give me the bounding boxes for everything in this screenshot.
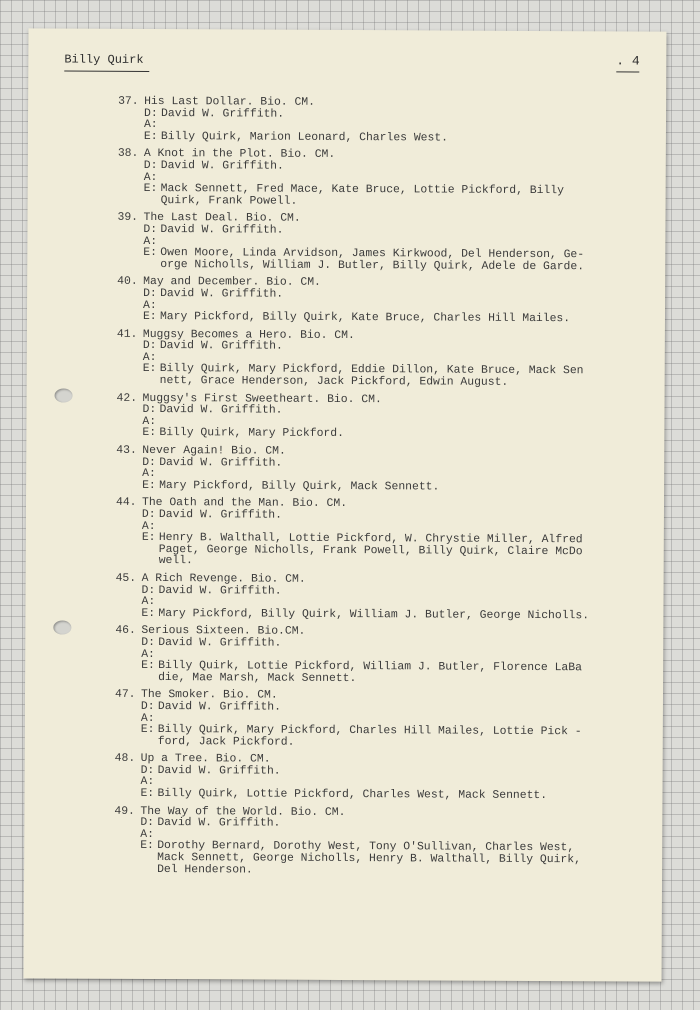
author-tag: A:: [143, 171, 158, 184]
cast-text: orge Nicholls, William J. Butler, Billy Quirk, Adele de Garde.: [160, 258, 585, 273]
cast-line: [114, 789, 654, 803]
director-tag: D:: [141, 508, 156, 522]
director-tag: D:: [140, 700, 155, 713]
cast-text: Billy Quirk, Mary Pickford, Eddie Dillon, Kate Bruce, Mack Sen: [159, 363, 584, 378]
cast-tag: E:: [140, 724, 155, 737]
author-tag: A:: [140, 776, 155, 789]
cast-tag: E:: [140, 840, 154, 853]
author-tag: A:: [140, 712, 155, 725]
header-name: Billy Quirk: [64, 53, 149, 72]
author-tag: A:: [143, 235, 158, 248]
cast-text: ford, Jack Pickford.: [157, 735, 295, 749]
cast-tag: E:: [141, 532, 156, 545]
director-tag: D:: [142, 340, 157, 353]
cast-text: Billy Quirk, Lottie Pickford, William J. Butler, Florence LaBa: [158, 660, 582, 675]
director-name: David W. Griffith.: [160, 159, 284, 173]
entry-title: Never Again! Bio. CM.: [142, 444, 286, 458]
entry-title: The Way of the World. Bio. CM.: [140, 805, 346, 819]
filmography-list: [114, 97, 658, 885]
cast-text: die, Mae Marsh, Mack Sennett.: [158, 671, 357, 685]
cast-line: [116, 556, 656, 570]
cast-tag: E:: [142, 363, 157, 376]
entry-number: 45.: [115, 572, 137, 585]
cast-text: Mack Sennett, George Nicholls, Henry B. Walthall, Billy Quirk,: [157, 852, 581, 867]
author-tag: A:: [140, 828, 154, 841]
punch-hole: [55, 388, 73, 402]
director-tag: D:: [143, 159, 158, 172]
cast-text: Paget, George Nicholls, Frank Powell, Billy Quirk, Claire McDo: [158, 543, 583, 559]
cast-text: Quirk, Frank Powell.: [160, 194, 298, 208]
film-entry: [116, 498, 656, 570]
director-tag: D:: [142, 456, 156, 469]
film-entry: [115, 574, 655, 623]
author-tag: A:: [141, 648, 155, 661]
film-entry: [118, 97, 658, 146]
cast-text: Mack Sennett, Fred Mace, Kate Bruce, Lottie Pickford, Billy: [160, 183, 564, 198]
entry-number: 46.: [115, 625, 136, 638]
author-tag: A:: [142, 415, 157, 428]
director-tag: D:: [141, 584, 156, 597]
punch-hole: [53, 620, 71, 634]
entry-title: The Smoker. Bio. CM.: [140, 689, 278, 702]
entry-number: 40.: [117, 276, 138, 289]
entry-title: Up a Tree. Bio. CM.: [140, 753, 271, 766]
film-entry: [114, 806, 654, 878]
cast-text: Billy Quirk, Lottie Pickford, Charles West, Mack Sennett.: [157, 788, 548, 803]
film-entry: [117, 329, 657, 390]
film-entry: [118, 149, 658, 210]
cast-line: [118, 196, 658, 210]
entry-number: 47.: [114, 689, 136, 702]
entry-number: 41.: [116, 328, 138, 341]
film-entry: [116, 393, 656, 442]
film-entry: [117, 277, 657, 326]
director-name: David W. Griffith.: [159, 340, 283, 353]
film-entry: [116, 446, 656, 495]
director-name: David W. Griffith.: [158, 584, 282, 598]
entry-number: 48.: [114, 753, 136, 766]
cast-text: Mary Pickford, Billy Quirk, Kate Bruce, Charles Hill Mailes.: [159, 311, 571, 326]
author-tag: A:: [141, 520, 156, 533]
director-tag: D:: [142, 404, 157, 417]
director-name: David W. Griffith.: [157, 764, 281, 778]
film-entry: [115, 626, 655, 687]
entry-title: Muggsy's First Sweetheart. Bio. CM.: [142, 392, 382, 406]
director-name: David W. Griffith.: [158, 636, 282, 650]
entry-number: 38.: [117, 148, 139, 161]
cast-line: [116, 481, 656, 495]
entry-number: 49.: [114, 805, 135, 818]
entry-title: His Last Dollar. Bio. CM.: [144, 95, 316, 109]
cast-text: nett, Grace Henderson, Jack Pickford, Edwin August.: [159, 375, 509, 389]
cast-text: Mary Pickford, Billy Quirk, Mack Sennett.: [159, 479, 440, 494]
cast-tag: E:: [143, 247, 158, 260]
director-tag: D:: [144, 107, 158, 120]
cast-text: Dorothy Bernard, Dorothy West, Tony O'Sullivan, Charles West,: [157, 840, 575, 855]
cast-tag: E:: [142, 311, 157, 324]
director-name: David W. Griffith.: [160, 223, 284, 237]
cast-tag: E:: [143, 130, 158, 143]
cast-tag: E:: [141, 660, 155, 673]
entry-number: 44.: [115, 497, 137, 510]
entry-title: The Oath and the Man. Bio. CM.: [141, 497, 348, 511]
cast-text: Billy Quirk, Mary Pickford, Charles Hill Mailes, Lottie Pick -: [157, 724, 582, 739]
author-tag: A:: [141, 596, 156, 609]
director-name: David W. Griffith.: [158, 509, 283, 522]
director-tag: D:: [141, 636, 155, 649]
director-tag: D:: [140, 817, 155, 830]
entry-title: A Rich Revenge. Bio. CM.: [141, 572, 306, 586]
director-name: David W. Griffith.: [159, 456, 283, 470]
cast-text: well.: [158, 555, 193, 568]
cast-tag: E:: [143, 183, 158, 196]
director-name: David W. Griffith.: [157, 700, 282, 714]
page-number: . 4: [616, 53, 640, 72]
cast-text: Henry B. Walthall, Lottie Pickford, W. Chrystie Miller, Alfred: [158, 532, 583, 547]
film-entry: [114, 754, 654, 803]
director-name: David W. Griffith.: [160, 287, 284, 301]
cast-text: Billy Quirk, Mary Pickford.: [159, 427, 344, 441]
entry-title: May and December. Bio. CM.: [143, 276, 321, 290]
author-tag: A:: [143, 299, 157, 312]
entry-title: The Last Deal. Bio. CM.: [143, 212, 301, 226]
director-name: David W. Griffith.: [157, 817, 281, 830]
cast-tag: E:: [141, 607, 156, 620]
cast-text: Owen Moore, Linda Arvidson, James Kirkwood, Del Henderson, Ge-: [160, 247, 585, 262]
cast-text: Del Henderson.: [157, 863, 253, 877]
director-tag: D:: [143, 287, 157, 300]
cast-tag: E:: [142, 479, 156, 492]
author-tag: A:: [143, 119, 158, 132]
author-tag: A:: [142, 351, 157, 364]
entry-number: 39.: [117, 212, 139, 225]
entry-title: A Knot in the Plot. Bio. CM.: [143, 148, 336, 162]
cast-line: [116, 428, 656, 442]
entry-number: 42.: [116, 392, 138, 405]
cast-text: Billy Quirk, Marion Leonard, Charles West.: [160, 130, 449, 145]
cast-tag: E:: [142, 427, 157, 440]
entry-title: Muggsy Becomes a Hero. Bio. CM.: [142, 328, 355, 342]
cast-line: [118, 132, 658, 146]
document-page: [24, 28, 667, 981]
director-tag: D:: [140, 764, 155, 777]
cast-line: [117, 260, 657, 274]
director-name: David W. Griffith.: [161, 107, 285, 121]
author-tag: A:: [142, 468, 156, 481]
entry-number: 37.: [118, 95, 139, 108]
cast-tag: E:: [140, 787, 155, 801]
cast-text: Mary Pickford, Billy Quirk, William J. Butler, George Nicholls.: [158, 607, 590, 623]
entry-title: Serious Sixteen. Bio.CM.: [141, 625, 306, 639]
cast-line: [115, 609, 655, 623]
film-entry: [115, 690, 655, 751]
director-name: David W. Griffith.: [159, 404, 283, 417]
entry-number: 43.: [116, 444, 137, 457]
director-tag: D:: [143, 223, 158, 236]
film-entry: [117, 213, 657, 274]
cast-line: [117, 312, 657, 326]
